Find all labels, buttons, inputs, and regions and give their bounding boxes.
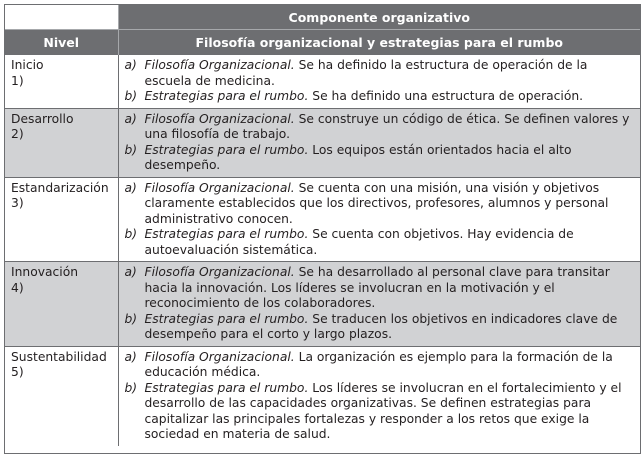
list-item <box>125 89 637 105</box>
table-row <box>5 262 640 347</box>
level-name: Estandarización <box>11 180 109 195</box>
item-title: Filosofía Organizacional. <box>144 111 295 126</box>
item-marker: a) <box>124 111 137 126</box>
item-marker: b) <box>124 227 138 241</box>
table-row <box>5 55 640 109</box>
item-marker: b) <box>124 89 138 103</box>
header-level-column: Nivel <box>5 30 118 55</box>
level-cell <box>5 262 118 347</box>
organizational-component-table <box>5 5 640 446</box>
table-row <box>5 346 640 446</box>
list-item <box>125 143 637 174</box>
item-title: Filosofía Organizacional. <box>144 265 295 279</box>
table-row <box>5 177 640 262</box>
level-cell <box>5 55 118 109</box>
level-number: 5) <box>11 365 24 379</box>
item-text: Se cuenta con objetivos. Hay evidencia de autoevaluación sistemática. <box>144 227 574 257</box>
organizational-component-table-frame <box>4 4 641 454</box>
item-text: Se cuenta con una misión, una visión y objetivos claramente establecidos que los directivos, profesores, alumnos y personal administrativo conocen. <box>144 180 609 226</box>
item-title: Filosofía Organizacional. <box>144 349 295 364</box>
item-text: Los líderes se involucran en el fortalecimiento y el desarrollo de las capacidades organizativas. Se definen estrategias para capitalizar las principales fortalezas y responder a los retos que exige la sociedad en materia de salud. <box>144 380 622 441</box>
list-item <box>125 112 637 143</box>
header-philosophy-column: Filosofía organizacional y estrategias para el rumbo <box>118 30 640 55</box>
item-title: Filosofía Organizacional. <box>144 58 295 72</box>
item-marker: a) <box>124 180 137 195</box>
table-row <box>5 108 640 177</box>
header-component-title: Componente organizativo <box>118 5 640 30</box>
item-marker: b) <box>124 142 138 157</box>
level-number: 3) <box>11 196 24 210</box>
item-marker: a) <box>124 265 137 279</box>
item-text: La organización es ejemplo para la formación de la educación médica. <box>144 349 613 379</box>
item-marker: a) <box>124 58 137 72</box>
description-cell <box>118 346 640 446</box>
item-title: Estrategias para el rumbo. <box>144 380 309 395</box>
header-blank-cell <box>5 5 118 30</box>
item-title: Estrategias para el rumbo. <box>144 142 309 157</box>
level-name: Inicio <box>11 58 44 72</box>
list-item <box>125 350 637 381</box>
list-item <box>125 312 637 343</box>
item-title: Estrategias para el rumbo. <box>144 311 309 326</box>
level-name: Desarrollo <box>11 111 74 126</box>
item-marker: b) <box>124 380 138 395</box>
level-name: Innovación <box>11 265 79 279</box>
level-number: 4) <box>11 280 24 295</box>
item-marker: b) <box>124 311 138 326</box>
item-text: Los equipos están orientados hacia el alto desempeño. <box>144 142 572 172</box>
level-cell <box>5 346 118 446</box>
item-text: Se traducen los objetivos en indicadores clave de desempeño para el corto y largo plazos. <box>144 311 618 341</box>
item-title: Filosofía Organizacional. <box>144 180 295 195</box>
item-text: Se ha desarrollado al personal clave para transitar hacia la innovación. Los líderes se involucran en la motivación y el reconocimiento de los colaboradores. <box>144 265 610 310</box>
item-title: Estrategias para el rumbo. <box>144 89 309 103</box>
list-item <box>125 58 637 89</box>
description-cell <box>118 177 640 262</box>
level-cell <box>5 177 118 262</box>
list-item <box>125 381 637 443</box>
list-item <box>125 265 637 312</box>
item-title: Estrategias para el rumbo. <box>144 227 309 241</box>
level-name: Sustentabilidad <box>11 349 107 364</box>
item-text: Se construye un código de ética. Se definen valores y una filosofía de trabajo. <box>144 111 630 141</box>
description-cell <box>118 262 640 347</box>
item-text: Se ha definido la estructura de operación de la escuela de medicina. <box>144 58 588 88</box>
list-item <box>125 181 637 228</box>
level-cell <box>5 108 118 177</box>
list-item <box>125 227 637 258</box>
level-number: 1) <box>11 73 24 88</box>
description-cell <box>118 55 640 109</box>
level-number: 2) <box>11 127 24 141</box>
description-cell <box>118 108 640 177</box>
item-text: Se ha definido una estructura de operación. <box>308 89 584 103</box>
item-marker: a) <box>124 349 137 364</box>
